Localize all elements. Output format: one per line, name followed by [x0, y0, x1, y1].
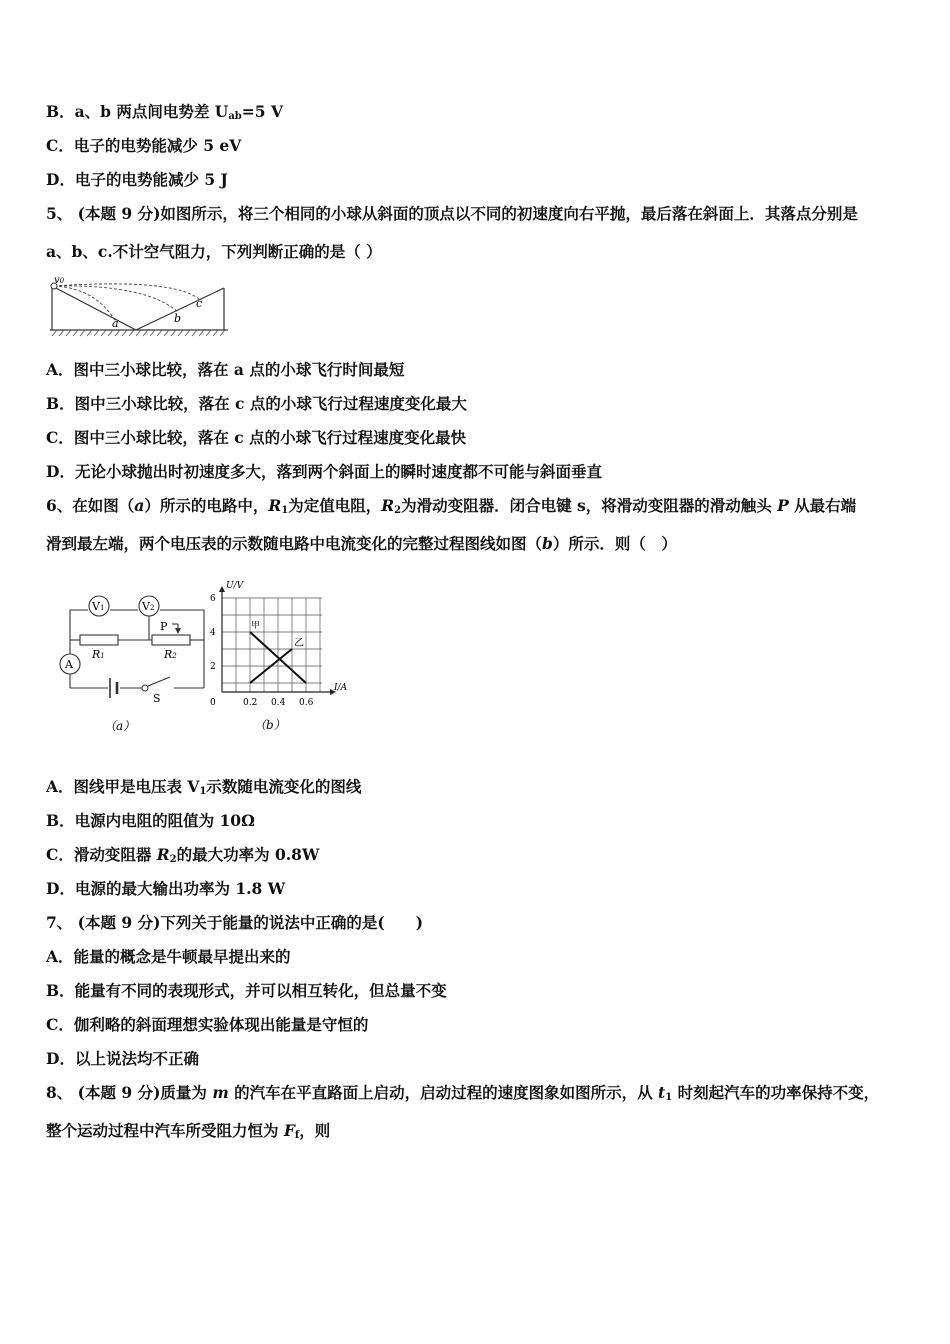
svg-text:S: S	[153, 692, 161, 705]
q7-stem: 7、 (本题 9 分)下列关于能量的说法中正确的是( )	[46, 913, 424, 932]
q4-option-c: C．电子的电势能减少 5 eV	[46, 136, 242, 155]
q4-option-b: B．a、b 两点间电势差 $U_{ab}=5$ V	[46, 102, 283, 122]
svg-text:甲: 甲	[251, 621, 261, 631]
q6-option-b: B．电源内电阻的阻值为 10Ω	[46, 811, 255, 830]
q7-option-d: D．以上说法均不正确	[46, 1049, 199, 1068]
svg-text:（a）: （a）	[104, 719, 136, 733]
svg-text:0.2: 0.2	[243, 698, 258, 708]
q6-graph-figure	[206, 578, 356, 740]
q8-stem-line1: 8、 (本题 9 分)质量为 m 的汽车在平直路面上启动，启动过程的速度图象如图所示，从 $t_1$ 时刻起汽车的功率保持不变，	[46, 1083, 880, 1103]
q5-option-d: D．无论小球抛出时初速度多大，落到两个斜面上的瞬时速度都不可能与斜面垂直	[46, 462, 602, 481]
svg-text:I/A: I/A	[334, 683, 348, 693]
q8-stem-line2: 整个运动过程中汽车所受阻力恒为 $F_f$，则	[46, 1121, 331, 1141]
svg-text:U/V: U/V	[226, 581, 244, 591]
q6-circuit-figure	[52, 588, 212, 738]
svg-text:0.6: 0.6	[299, 698, 314, 708]
q6-option-c: C．滑动变阻器 $R_2$的最大功率为 0.8W	[46, 845, 320, 865]
svg-text:R1: R1	[92, 648, 105, 661]
q5-option-b: B．图中三小球比较，落在 c 点的小球飞行过程速度变化最大	[46, 394, 467, 413]
svg-text:R2: R2	[164, 648, 177, 661]
svg-text:b: b	[174, 312, 182, 325]
svg-text:c: c	[196, 297, 203, 310]
q4-option-d: D．电子的电势能减少 5 J	[46, 170, 228, 189]
q6-stem-line2: 滑到最左端，两个电压表的示数随电路中电流变化的完整过程图线如图（b）所示．则（ ）	[46, 534, 677, 553]
svg-text:6: 6	[210, 594, 216, 604]
q7-option-b: B．能量有不同的表现形式，并可以相互转化，但总量不变	[46, 981, 447, 1000]
svg-text:v0: v0	[54, 275, 65, 286]
svg-text:0: 0	[210, 698, 216, 708]
svg-text:2: 2	[210, 662, 216, 672]
svg-text:（b）: （b）	[254, 718, 286, 732]
q5-incline-figure	[46, 274, 232, 340]
svg-text:V2: V2	[142, 600, 155, 613]
svg-text:V1: V1	[92, 600, 105, 613]
q7-option-c: C．伽利略的斜面理想实验体现出能量是守恒的	[46, 1015, 369, 1034]
q6-option-a: A．图线甲是电压表 $V_1$示数随电流变化的图线	[46, 777, 362, 797]
q5-stem-line2: a、b、c.不计空气阻力，下列判断正确的是（ ）	[46, 242, 382, 261]
q7-option-a: A．能量的概念是牛顿最早提出来的	[46, 947, 291, 966]
svg-text:A: A	[65, 658, 73, 671]
q5-option-a: A．图中三小球比较，落在 a 点的小球飞行时间最短	[46, 360, 405, 379]
q5-option-c: C．图中三小球比较，落在 c 点的小球飞行过程速度变化最快	[46, 428, 467, 447]
q6-stem-line1: 6、在如图（a）所示的电路中，$R_1$为定值电阻，$R_2$为滑动变阻器．闭合电键 s，将滑动变阻器的滑动触头 P 从最右端	[46, 496, 857, 516]
svg-text:a: a	[112, 317, 119, 330]
svg-text:0.4: 0.4	[271, 698, 286, 708]
q5-stem-line1: 5、 (本题 9 分)如图所示，将三个相同的小球从斜面的顶点以不同的初速度向右平抛，最后落在斜面上．其落点分别是	[46, 204, 858, 223]
q6-option-d: D．电源的最大输出功率为 1.8 W	[46, 879, 286, 898]
svg-text:P: P	[160, 620, 168, 633]
svg-text:乙: 乙	[294, 638, 304, 649]
svg-text:4: 4	[210, 628, 216, 638]
